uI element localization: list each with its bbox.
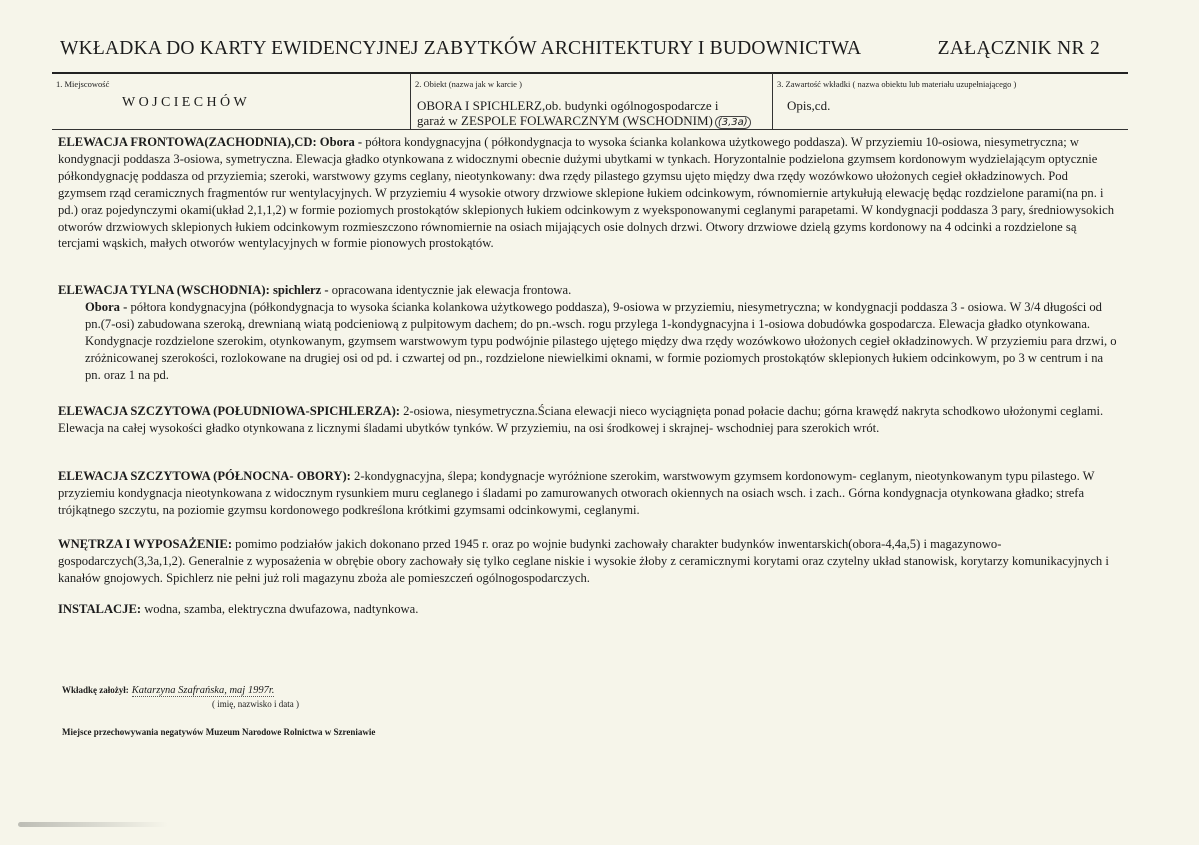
section-north-gable bbox=[58, 468, 1118, 519]
location-label: 1. Miejscowość bbox=[56, 79, 110, 89]
interiors-text: pomimo podziałów jakich dokonano przed 1945 r. oraz po wojnie budynki zachowały charakter budynków inwentarskich(obora-4,4a,5) i magazynowo-gospodarczych(3,3a,1,2). Generalnie z wyposażenia w obrębie obory zachowały się tylko ceglane niskie i wysokie żłoby z ceramicznymi korytami oraz czytelny układ stanowisk, korytarzy komunikacyjnych i kanałów gnojowych. Spichlerz nie pełni już roli magazynu zboża ale pomieszczeń ogólnogospodarczych. bbox=[58, 537, 1109, 585]
section-interiors bbox=[58, 536, 1118, 587]
document-title: WKŁADKA DO KARTY EWIDENCYJNEJ ZABYTKÓW ARCHITEKTURY I BUDOWNICTWA bbox=[60, 38, 862, 59]
object-field bbox=[411, 73, 773, 129]
installations-text: wodna, szamba, elektryczna dwufazowa, nadtynkowa. bbox=[141, 602, 419, 616]
content-label: 3. Zawartość wkładki ( nazwa obiektu lub materiału uzupełniającego ) bbox=[777, 79, 1017, 89]
object-handwritten-note: (3,3a) bbox=[715, 116, 751, 129]
section-installations bbox=[58, 601, 1118, 618]
interiors-heading: WNĘTRZA I WYPOSAŻENIE: bbox=[58, 537, 233, 551]
section-front-elevation bbox=[58, 134, 1118, 252]
object-value-line2 bbox=[417, 113, 751, 129]
installations-heading: INSTALACJE: bbox=[58, 602, 142, 616]
north-gable-text: 2-kondygnacyjna, ślepa; kondygnacje wyróżnione szerokim, warstwowym gzymsem kordonowym- ceglanym, nieotynkowanym typu pilastego. W przyziemiu kondygnacja nieotynkowana z widocznym rysunkiem muru ceglanego i śladami po zamurowanych otworach okiennych na osiach wsch. i zach.. Górna kondygnacja otynkowana gładko; strefa trójkątnego szczytu, na poziomie gzymsu kordonowego podkreślona krótkimi gzymsami odcinkowymi, ceglanymi. bbox=[58, 469, 1095, 517]
rear-obora-heading: Obora - bbox=[85, 299, 128, 314]
scan-smudge bbox=[18, 822, 168, 827]
object-label: 2. Obiekt (nazwa jak w karcie ) bbox=[415, 79, 522, 89]
fields-row bbox=[52, 73, 1128, 130]
location-value: WOJCIECHÓW bbox=[122, 95, 251, 110]
location-field bbox=[52, 73, 411, 129]
content-field bbox=[773, 73, 1128, 129]
rear-elevation-obora bbox=[58, 299, 1118, 384]
north-gable-heading: ELEWACJA SZCZYTOWA (PÓŁNOCNA- OBORY): bbox=[58, 469, 351, 483]
south-gable-heading: ELEWACJA SZCZYTOWA (POŁUDNIOWA-SPICHLERZA): bbox=[58, 404, 400, 418]
author-caption: ( imię, nazwisko i data ) bbox=[212, 699, 299, 709]
storage-line: Miejsce przechowywania negatywów Muzeum Narodowe Rolnictwa w Szreniawie bbox=[62, 727, 376, 737]
rear-elevation-text: opracowana identycznie jak elewacja frontowa. bbox=[328, 283, 572, 297]
front-elevation-text: półtora kondygnacyjna ( półkondygnacja to wysoka ścianka kolankowa użytkowego poddasza). W przyziemiu 10-osiowa, niesymetryczna; w kondygnacji poddasza 3-osiowa, symetryczna. Elewacja gładko otynkowana z widocznymi obecnie dużymi ubytkami w tynkach. Horyzontalnie podzielona gzymsem kordonowym wydzielającym optycznie półkondygnację poddasza od przyziemia; szeroki, warstwowy gzyms ceglany, nieotynkowany: dwa rzędy pilastego gzymsu ujęto między dwa rzędy wozówkowo ułożonych cegieł okładzinowych. Pod gzymsem rząd ceramicznych fragmentów rur wentylacyjnych. W przyziemiu 4 wysokie otwory drzwiowe sklepione łukiem odcinkowym, równomiernie artykułują elewację będąc rozdzielone parami(na pn. i pd.) oraz pojedynczymi okami(układ 2,1,1,2) w formie poziomych prostokątów sklepionych łukiem odcinkowym z wyeksponowanymi ceglanymi parapetami. W kondygnacji poddasza 3 pary, średniowysokich otworów drzwiowych sklepionych łukiem odcinkowym rozmieszczono równomiernie na osiach mijających osie dolnych drzwi. Otwory drzwiowe dzielą gzyms kordonowy na 4 odcinki a rozdzielone są tercjami wąskich, małych otworów wentylacyjnych w formie pionowych prostokątów. bbox=[58, 135, 1114, 251]
annex-number: ZAŁĄCZNIK NR 2 bbox=[937, 38, 1100, 59]
author-value: Katarzyna Szafrańska, maj 1997r. bbox=[131, 685, 275, 696]
object-value-line2-text: garaż w ZESPOLE FOLWARCZNYM (WSCHODNIM) bbox=[417, 113, 713, 128]
object-value-line1: OBORA I SPICHLERZ,ob. budynki ogólnogospodarcze i bbox=[417, 98, 719, 113]
rear-elevation-heading: ELEWACJA TYLNA (WSCHODNIA): spichlerz - bbox=[58, 283, 329, 297]
author-line bbox=[62, 685, 274, 696]
content-value: Opis,cd. bbox=[787, 98, 831, 113]
section-rear-elevation bbox=[58, 282, 1118, 383]
author-label: Wkładkę założył: bbox=[62, 685, 129, 695]
rear-obora-text: półtora kondygnacyjna (półkondygnacja to wysoka ścianka kolankowa użytkowego poddasza), 9-osiowa w przyziemiu, niesymetryczna; w kondygnacji poddasza 3 - osiowa. W 3/4 długości od pn.(7-osi) zabudowana szeroką, drewnianą wiatą podcieniową z pulpitowym dachem; do pn.-wsch. rogu przylega 1-kondygnacyjna i 1-osiowa dobudówka gospodarcza. Elewacja gładko otynkowana. Kondygnacje rozdzielone szerokim, otynkowanym, gzymsem warstwowym typu podwójnie pilastego ujętego między dwa rzędy wozówkowo ułożonych cegieł okładzinowych. W przyziemiu para drzwi, o zróżnicowanej szerokości, rozlokowane na drugiej osi od pd. i czwartej od pn., rozdzielone niewielkimi oknami, w formie poziomych prostokątów sklepionych łukiem odcinkowym, po 3 w centrum i na pn. oraz 1 na pd. bbox=[85, 299, 1117, 382]
document-header bbox=[60, 38, 1100, 68]
section-south-gable bbox=[58, 403, 1118, 437]
south-gable-text: 2-osiowa, niesymetryczna.Ściana elewacji nieco wyciągnięta ponad połacie dachu; górna krawędź nakryta schodkowo ułożonymi ceglami. Elewacja na całej wysokości gładko otynkowana z licznymi śladami ubytków tynków. W przyziemiu, na osi środkowej i skrajnej- wschodniej para szerokich wrót. bbox=[58, 404, 1104, 435]
front-elevation-heading: ELEWACJA FRONTOWA(ZACHODNIA),CD: Obora - bbox=[58, 135, 363, 149]
